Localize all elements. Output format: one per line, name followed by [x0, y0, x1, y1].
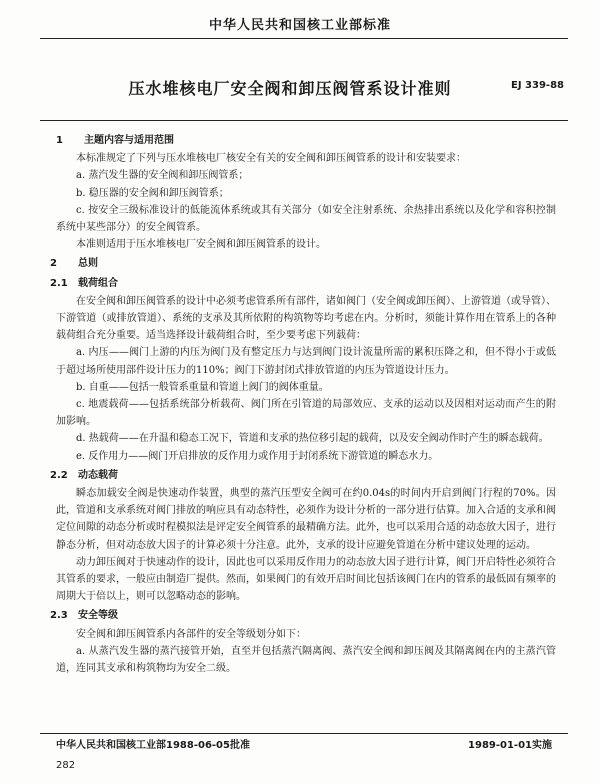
list-item: c. 地震载荷——包括系统部分析载荷、阀门所在引管道的局部效应、支承的运动以及因相对运动而产生的附加影响。 [56, 399, 556, 428]
section-2-3-heading [50, 607, 556, 624]
section-number: 2.1 [50, 277, 68, 289]
list-item: a. 内压——阀门上游的内压为阀门及有整定压力与达到阀门设计流量所需的累积压降之和，但不得小于或低于超过场所使用部件设计压力的110%；阀门下游封闭式排放管道的内压为管道设计压力。 [56, 347, 556, 376]
section-number: 2.3 [50, 610, 68, 622]
section-title: 总则 [78, 258, 98, 270]
standard-code: EJ 339-88 [511, 80, 564, 91]
paragraph: 瞬态加载安全阀是快速动作装置，典型的蒸汽压型安全阀可在约0.04s的时间内开启到阀门行程的70%。因此，管道和支承系统对阀门排放的响应具有动态特性，必须作为设计分析的一部分进行估算。加入合适的支承和阀定位间隙的动态分析或时程模拟法是评定安全阀管系的最精确方法。此外，也可以采用合适的动态放大因子，进行静态分析，但对动态放大因子的计算必须十分注意。此外，支承的设计应避免管道在分析中建议处理的运动。 [56, 488, 556, 551]
list-item: a. 从蒸汽发生器的蒸汽接管开始，直至并包括蒸汽隔离阀、蒸汽安全阀和卸压阀及其隔离阀在内的主蒸汽管道，连同其支承和构筑物均为安全二级。 [56, 645, 556, 675]
paragraph: 本准则适用于压水堆核电厂安全阀和卸压阀管系的设计。 [76, 239, 326, 251]
list-item: e. 反作用力——阀门开启排放的反作用力或作用于封闭系统下游管道的瞬态水力。 [76, 450, 439, 462]
section-title: 载荷组合 [78, 277, 118, 289]
section-title: 主题内容与适用范围 [84, 135, 174, 146]
approval-date: 中华人民共和国核工业部1988-06-05批准 [56, 740, 250, 751]
header-rule [40, 38, 568, 39]
paragraph: 在安全阀和卸压阀管系的设计中必须考虑管系所有部件，诸如阀门（安全阀或卸压阀）、上游管道（或导管）、下游管道（或排放管道）、系统的支承及其所依附的构筑物等均考虑在内。分析时，须能计算作用在管系上的各种载荷组合充分重要。适当选择设计载荷组合时，至少要考虑下列载荷： [56, 295, 556, 342]
effective-date: 1989-01-01实施 [468, 740, 552, 751]
section-title: 动态载荷 [78, 469, 118, 481]
list-item: b. 稳压器的安全阀和卸压阀管系； [76, 187, 229, 199]
paragraph: 动力卸压阀对于快速动作的设计，因此也可以采用反作用力的动态放大因子进行计算，阀门开启特性必须符合其管系的要求，一般应由制造厂提供。然而，如果阀门的有效开启时间比包括该阀门在内的管系的最低固有频率的周期大于倍以上，则可以忽略动态的影响。 [56, 556, 556, 603]
list-item: b. 自重——包括一般管系重量和管道上阀门的阀体重量。 [76, 381, 329, 393]
section-title: 安全等级 [78, 610, 118, 622]
paragraph: 安全阀和卸压阀管系内各部件的安全等级划分如下： [76, 628, 306, 640]
title-rule [40, 120, 568, 121]
document-body [50, 130, 556, 677]
section-number: 2 [50, 258, 57, 270]
section-2-2-heading [50, 467, 556, 484]
section-number: 1 [56, 135, 63, 146]
footer-rule [40, 733, 568, 734]
section-number: 2.2 [50, 469, 68, 481]
header-org-standard: 中华人民共和国核工业部标准 [208, 18, 391, 33]
paragraph: 本标准规定了下列与压水堆核电厂核安全有关的安全阀和卸压阀管系的设计和安装要求： [76, 153, 466, 165]
section-2-heading [50, 255, 556, 272]
page-number: 282 [56, 760, 76, 771]
list-item: d. 热载荷——在升温和稳态工况下，管道和支承的热位移引起的载荷，以及安全阀动作时产生的瞬态载荷。 [76, 433, 549, 445]
list-item: a. 蒸汽发生器的安全阀和卸压阀管系； [76, 170, 249, 182]
section-1-heading [50, 132, 556, 149]
document-title: 压水堆核电厂安全阀和卸压阀管系设计准则 [128, 79, 452, 98]
section-2-1-heading [50, 275, 556, 292]
list-item: c. 按安全三级标准设计的低能流体系统或其有关部分（如安全注射系统、余热排出系统以及化学和容积控制系统中某些部分）的安全阀管系。 [56, 204, 556, 234]
